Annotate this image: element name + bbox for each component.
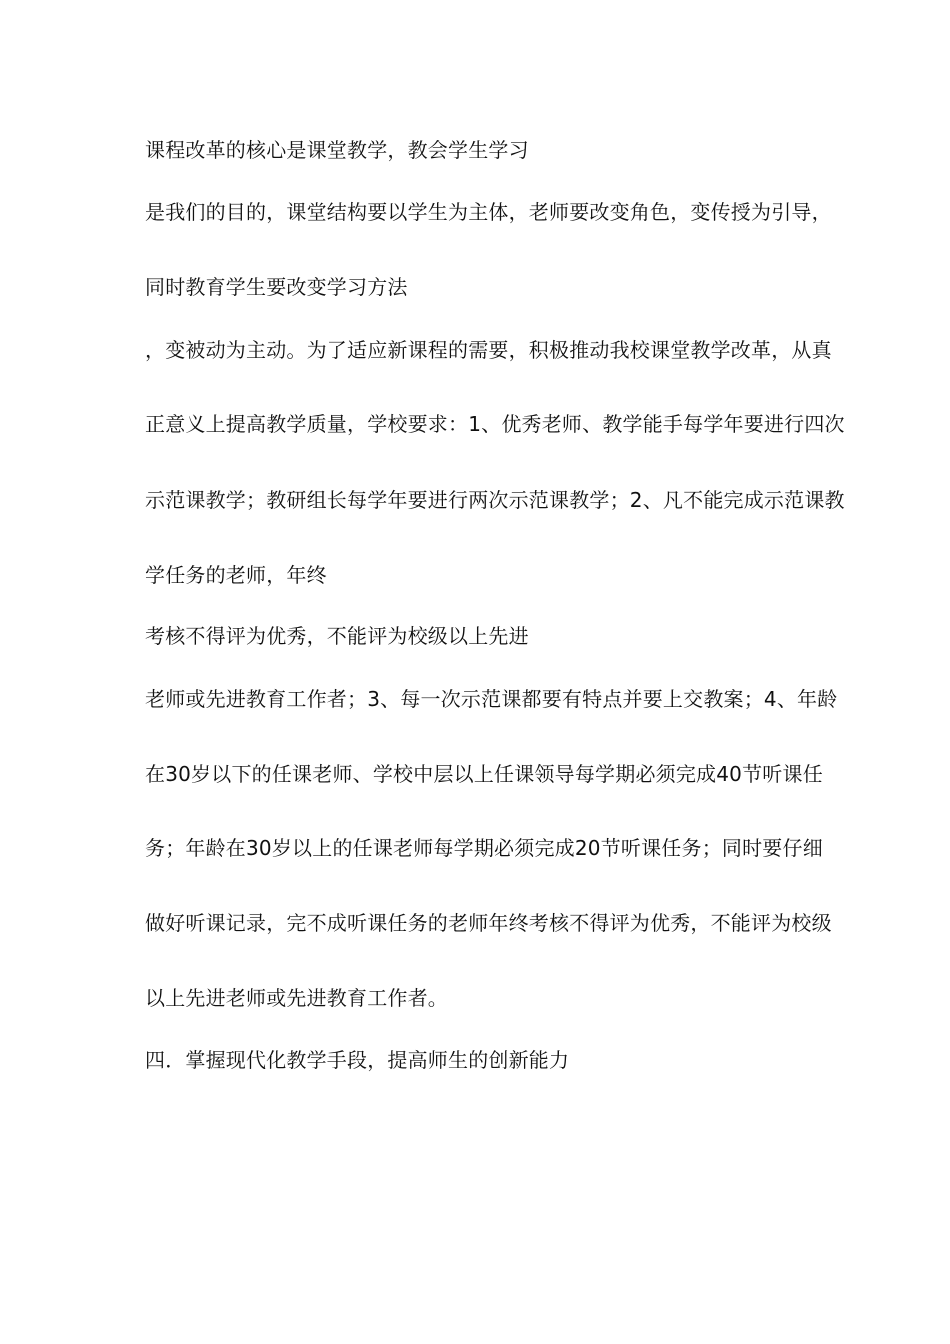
text-line-1: 课程改革的核心是课堂教学，教会学生学习	[145, 138, 529, 162]
text-line-6: 示范课教学；教研组长每学年要进行两次示范课教学；2、凡不能完成示范课教	[145, 488, 845, 512]
text-line-10: 在30岁以下的任课老师、学校中层以上任课领导每学期必须完成40节听课任	[145, 762, 823, 786]
section-heading: 四．掌握现代化教学手段，提高师生的创新能力	[145, 1048, 570, 1072]
text-line-12: 做好听课记录，完不成听课任务的老师年终考核不得评为优秀，不能评为校级	[145, 911, 832, 935]
text-line-9: 老师或先进教育工作者；3、每一次示范课都要有特点并要上交教案；4、年龄	[145, 687, 838, 711]
text-line-4: ，变被动为主动。为了适应新课程的需要，积极推动我校课堂教学改革，从真	[145, 338, 832, 362]
text-line-3: 同时教育学生要改变学习方法	[145, 275, 408, 299]
text-line-7: 学任务的老师，年终	[145, 563, 327, 587]
text-line-2: 是我们的目的，课堂结构要以学生为主体，老师要改变角色，变传授为引导，	[145, 200, 832, 224]
text-line-8: 考核不得评为优秀，不能评为校级以上先进	[145, 624, 529, 648]
text-line-5: 正意义上提高教学质量，学校要求：1、优秀老师、教学能手每学年要进行四次	[145, 412, 845, 436]
text-line-13: 以上先进老师或先进教育工作者。	[145, 986, 448, 1010]
text-line-11: 务；年龄在30岁以上的任课老师每学期必须完成20节听课任务；同时要仔细	[145, 836, 823, 860]
